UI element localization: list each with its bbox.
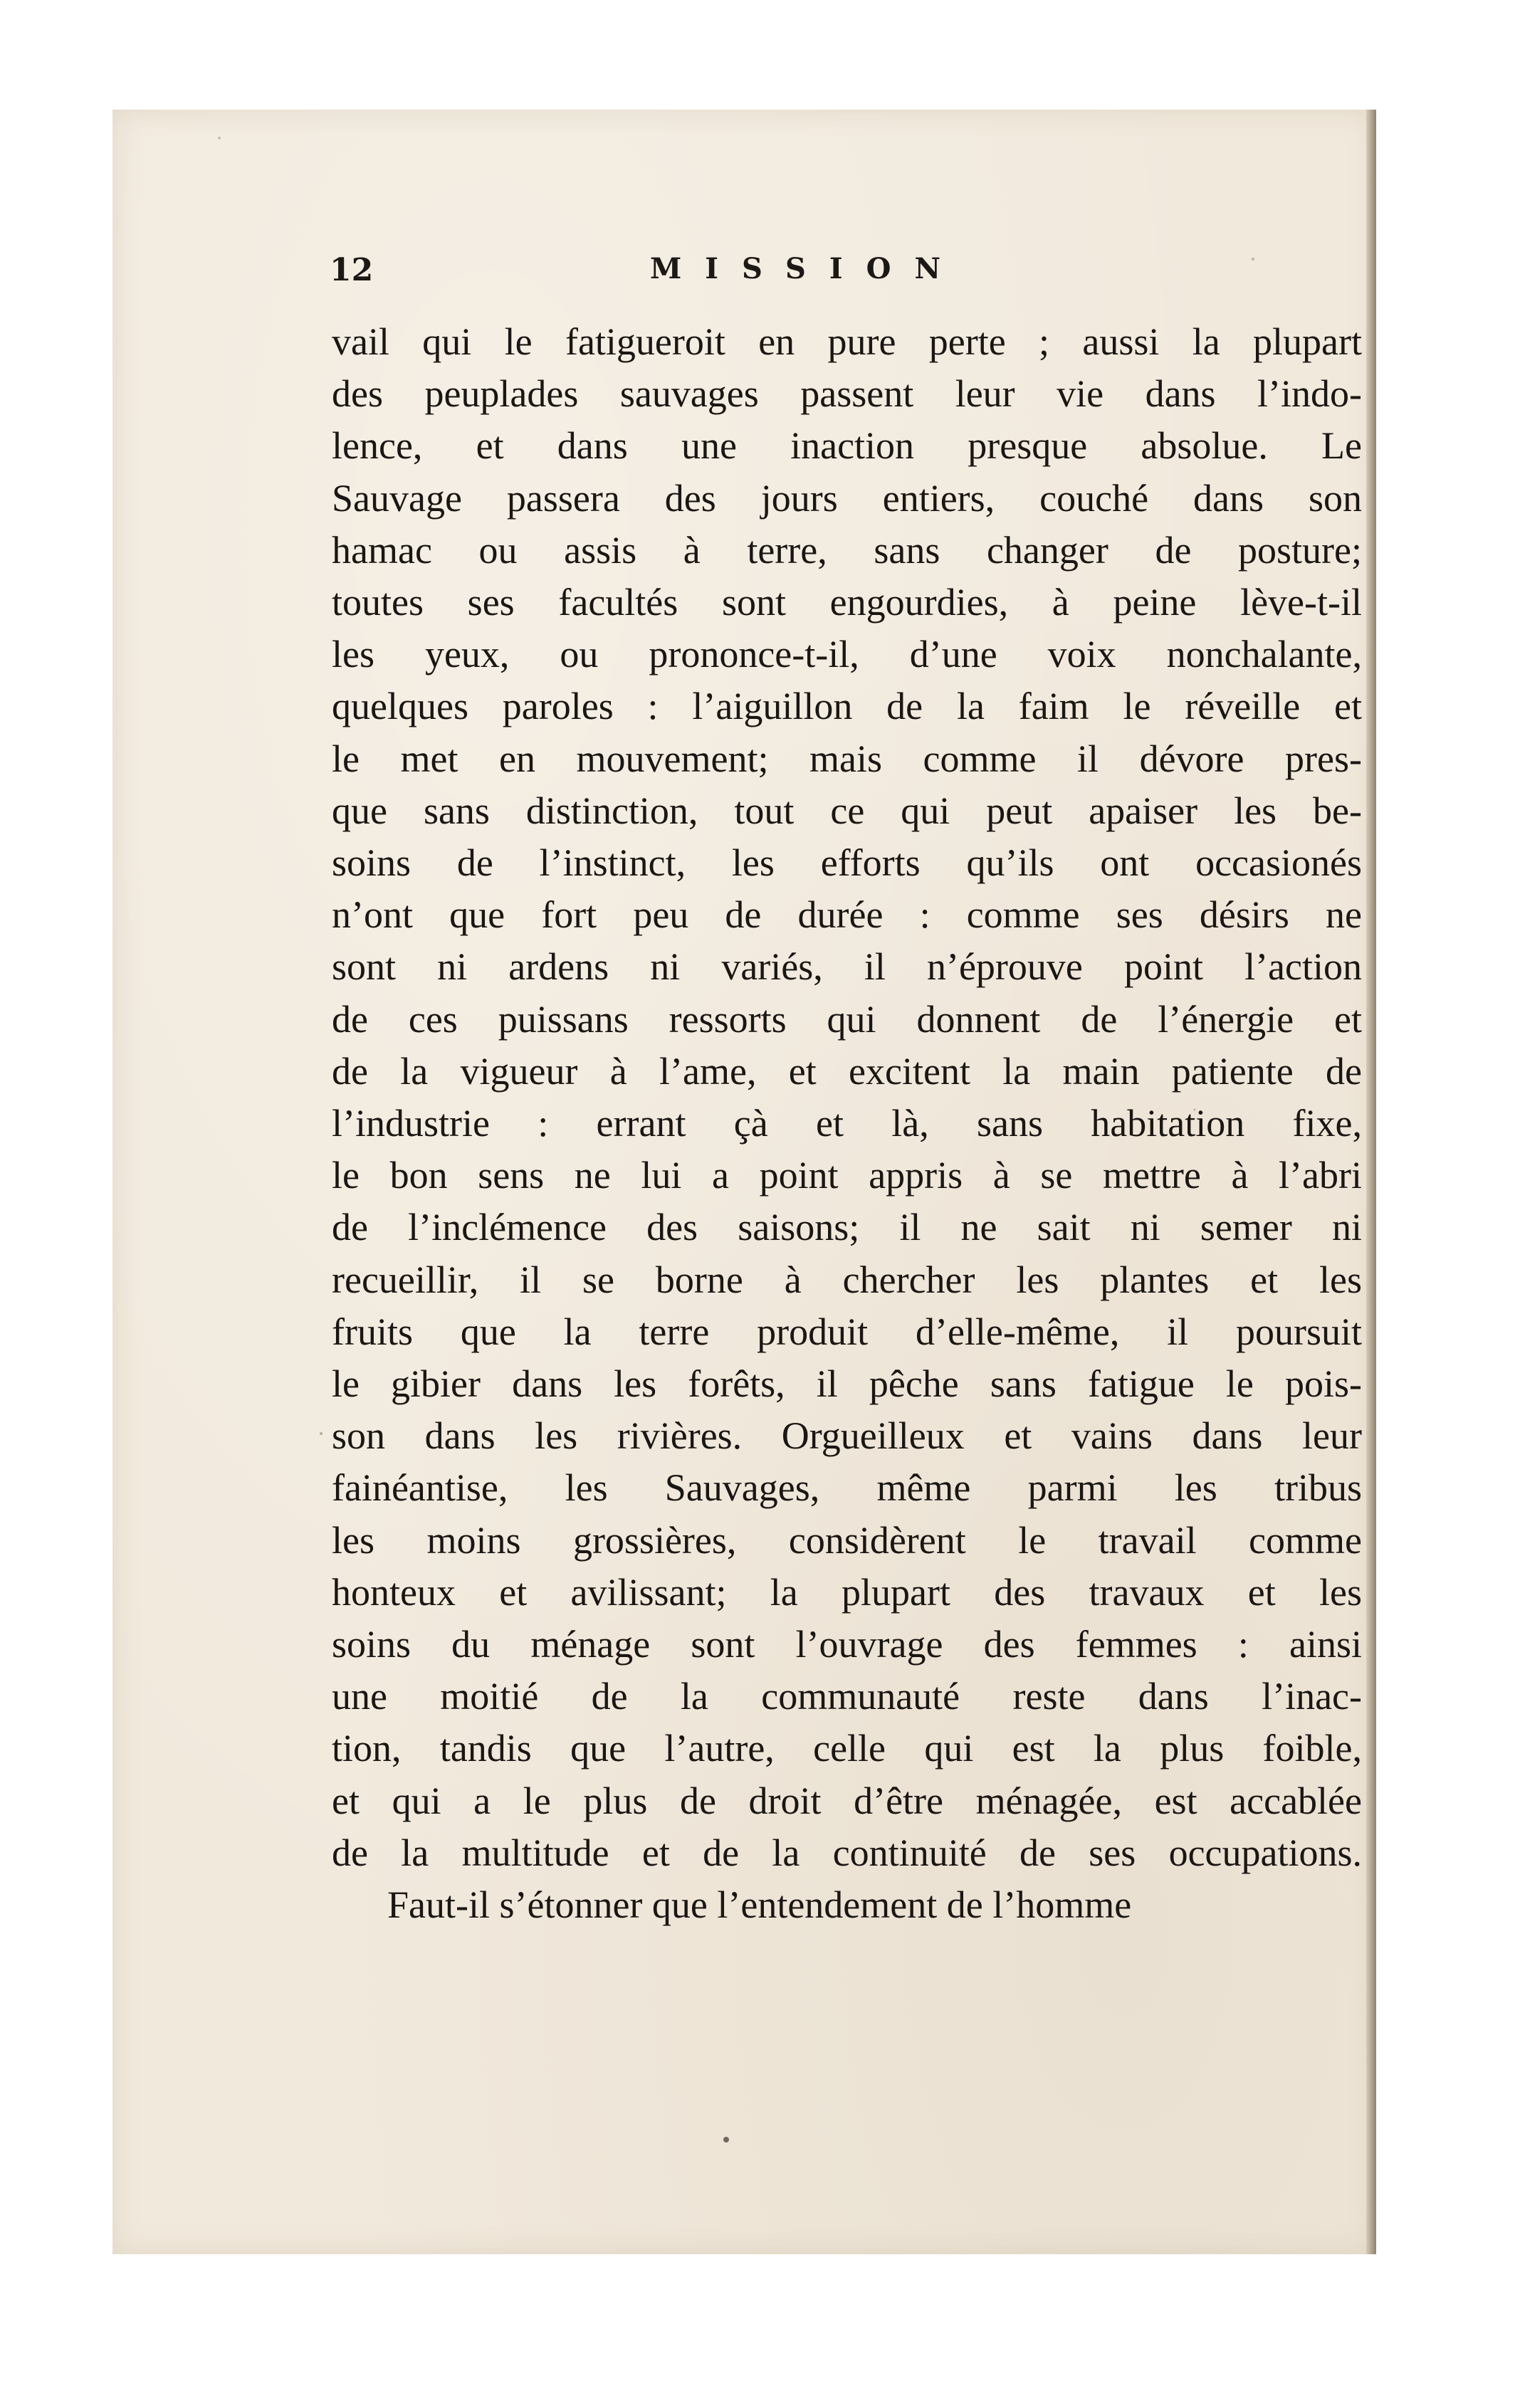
text-line: son dans les rivières. Orgueilleux et vains dans leur [332,1414,1362,1458]
text-line: le gibier dans les forêts, il pêche sans fatigue le pois- [332,1362,1362,1406]
text-line: une moitié de la communauté reste dans l’inac- [332,1675,1362,1718]
page-number: 12 [330,252,374,288]
text-line: honteux et avilissant; la plupart des travaux et les [332,1570,1362,1614]
text-line: lence, et dans une inaction presque absolue. Le [332,424,1362,468]
text-line: le bon sens ne lui a point appris à se mettre à l’abri [332,1154,1362,1197]
text-line: n’ont que fort peu de durée : comme ses désirs ne [332,893,1362,937]
text-line: hamac ou assis à terre, sans changer de posture; [332,528,1362,572]
text-line: sont ni ardens ni variés, il n’éprouve point l’action [332,945,1362,989]
text-line: fruits que la terre produit d’elle-même, il poursuit [332,1310,1362,1353]
text-line: recueillir, il se borne à chercher les plantes et les [332,1258,1362,1301]
text-line: tion, tandis que l’autre, celle qui est la plus foible, [332,1727,1362,1770]
text-line: Faut-il s’étonner que l’entendement de l’homme [387,1883,1132,1927]
page-edge-shadow [1366,110,1376,2254]
text-line: les yeux, ou prononce-t-il, d’une voix nonchalante, [332,633,1362,676]
text-line: quelques paroles : l’aiguillon de la faim le réveille et [332,685,1362,728]
text-line: vail qui le fatigueroit en pure perte ; aussi la plupart [332,320,1362,363]
text-line: et qui a le plus de droit d’être ménagée, est accablée [332,1779,1362,1822]
text-line: des peuplades sauvages passent leur vie dans l’indo- [332,372,1362,416]
text-line: toutes ses facultés sont engourdies, à peine lève-t-il [332,581,1362,624]
page-header [112,252,1376,295]
text-line: de la vigueur à l’ame, et excitent la main patiente de [332,1049,1362,1093]
text-line: de l’inclémence des saisons; il ne sait ni semer ni [332,1206,1362,1249]
text-line: soins de l’instinct, les efforts qu’ils ont occasionés [332,841,1362,885]
text-line: que sans distinction, tout ce qui peut apaiser les be- [332,789,1362,832]
text-line: l’industrie : errant çà et là, sans habitation fixe, [332,1102,1362,1145]
text-line: de ces puissans ressorts qui donnent de l’énergie et [332,997,1362,1041]
running-title: MISSION [650,252,964,285]
text-line: fainéantise, les Sauvages, même parmi les tribus [332,1466,1362,1510]
text-line: Sauvage passera des jours entiers, couché dans son [332,476,1362,520]
text-line: soins du ménage sont l’ouvrage des femmes : ainsi [332,1623,1362,1666]
text-line: de la multitude et de la continuité de ses occupations. [332,1831,1362,1874]
body-text [332,316,1362,1931]
text-line: les moins grossières, considèrent le travail comme [332,1518,1362,1562]
text-line: le met en mouvement; mais comme il dévore pres- [332,737,1362,780]
book-page [112,110,1376,2254]
